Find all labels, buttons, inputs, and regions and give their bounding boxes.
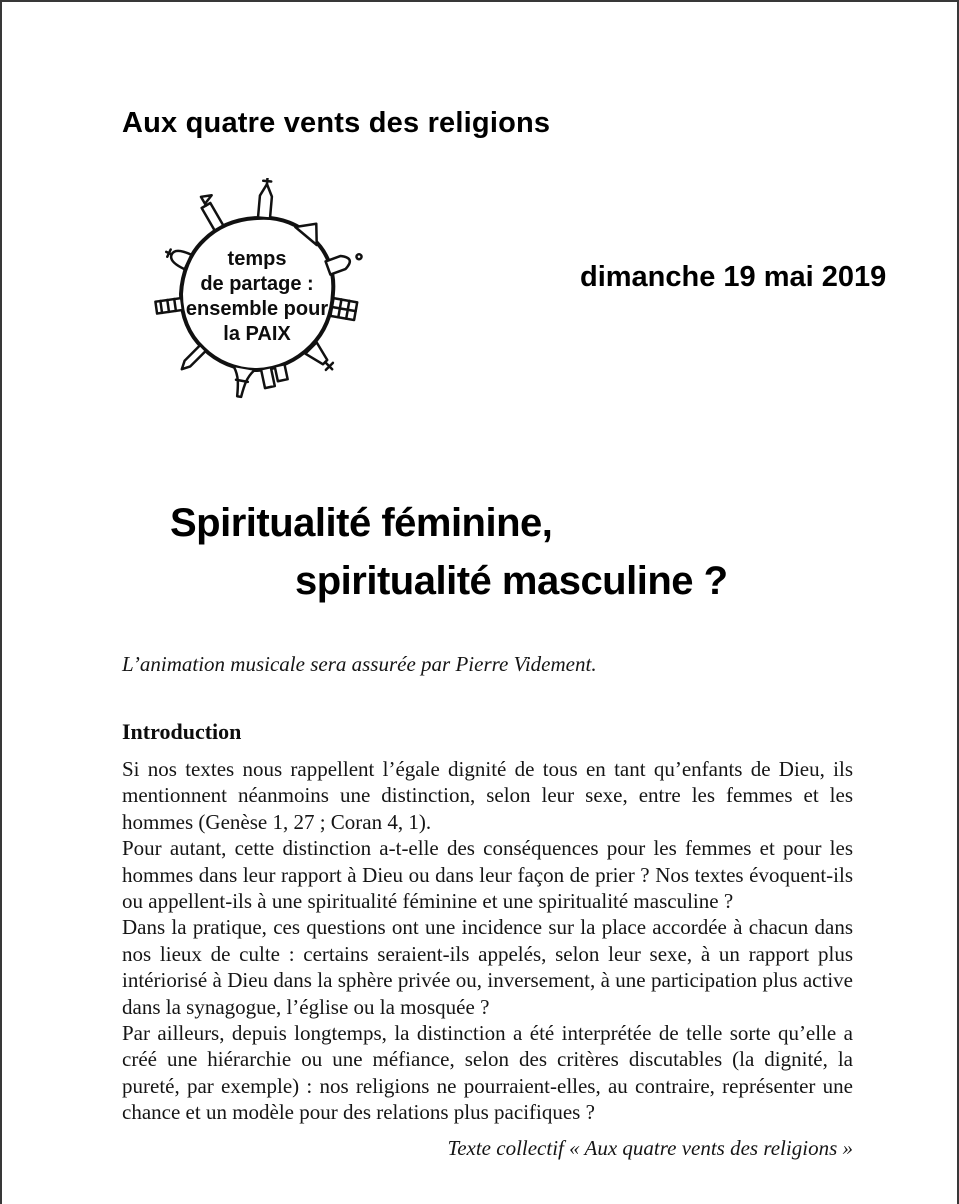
introduction-body — [122, 756, 853, 1126]
main-heading — [170, 494, 728, 610]
flag-tower-icon — [197, 192, 228, 231]
church-spire-icon — [258, 178, 274, 219]
peace-globe-logo — [140, 178, 375, 404]
logo-text-line-1: temps — [227, 248, 287, 270]
footer-credit: Texte collectif « Aux quatre vents des religions » — [447, 1136, 853, 1160]
eiffel-tower-icon — [229, 367, 254, 398]
musical-animation-note: L’animation musicale sera assurée par Pierre Videment. — [122, 652, 597, 676]
peace-globe-illustration — [140, 178, 375, 404]
obelisk-icon — [179, 345, 206, 372]
intro-paragraph-3: Dans la pratique, ces questions ont une incidence sur la place accordée à chacun dans nos lieux de culte : certains seraient-ils appelés, selon leur sexe, à un rapport plus intériorisé à Dieu dans la sphère privée ou, inversement, à une participation plus active dans la synagogue, l’église ou la mosquée ? — [122, 915, 853, 1019]
intro-paragraph-2: Pour autant, cette distinction a-t-elle des conséquences pour les femmes et pour les hommes dans leur rapport à Dieu ou dans leur façon de prier ? Nos textes évoquent-ils ou appellent-ils à une spiritualité féminine et une spiritualité masculine ? — [122, 836, 853, 914]
minaret-icon — [326, 249, 364, 274]
section-heading-introduction: Introduction — [122, 719, 242, 744]
main-heading-line-2: spiritualité masculine ? — [295, 559, 728, 603]
tower-icon — [305, 342, 338, 375]
document-title: Aux quatre vents des religions — [122, 107, 551, 139]
ladder-icon — [155, 298, 182, 314]
intro-paragraph-4: Par ailleurs, depuis longtemps, la distinction a été interprétée de telle sorte qu’elle a créé une hiérarchie ou une méfiance, selon des critères discutables (la dignité, la pureté, par exemple) : nos religions ne pourraient-elles, au contraire, représenter une chance et un modèle pour des relations plus pacifiques ? — [122, 1021, 853, 1125]
main-heading-line-1: Spiritualité féminine, — [170, 501, 553, 545]
event-date: dimanche 19 mai 2019 — [580, 261, 887, 293]
dome-church-icon — [163, 245, 192, 270]
brick-building-icon — [330, 298, 357, 320]
logo-text-line-2: de partage : — [200, 273, 314, 295]
logo-text-line-3: ensemble pour — [185, 298, 329, 320]
logo-text-line-4: la PAIX — [223, 323, 291, 345]
intro-paragraph-1: Si nos textes nous rappellent l’égale dignité de tous en tant qu’enfants de Dieu, ils mentionnent néanmoins une distinction, selon leur sexe, entre les femmes et les hommes (Genèse 1, 27 ; Coran 4, 1). — [122, 757, 853, 834]
